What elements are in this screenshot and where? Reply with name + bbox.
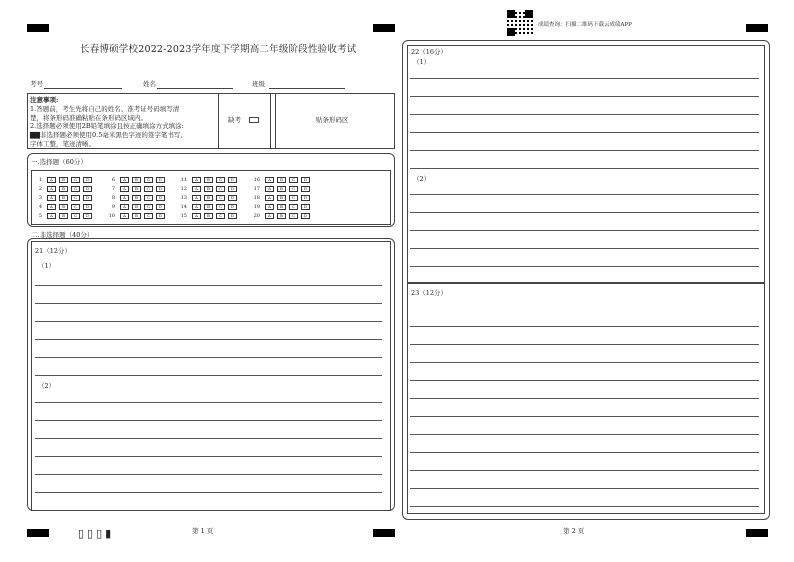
answer-bubble[interactable]: B — [204, 177, 213, 183]
answer-line[interactable] — [35, 492, 382, 493]
answer-bubble[interactable]: A — [265, 204, 274, 210]
answer-line[interactable] — [410, 506, 759, 507]
answer-bubble[interactable]: B — [132, 195, 141, 201]
corner-mark — [27, 529, 49, 537]
section-1-title: 一.选择题（60分） — [31, 158, 87, 166]
choice-question-row — [177, 176, 240, 184]
answer-bubble[interactable]: D — [228, 186, 237, 192]
answer-bubble[interactable]: A — [47, 186, 56, 192]
choice-question-row — [250, 203, 313, 211]
answer-bubble[interactable]: B — [59, 195, 68, 201]
answer-bubble[interactable]: C — [289, 195, 298, 201]
q22-part2-label: （2） — [413, 175, 431, 183]
question-number: 6 — [111, 177, 115, 183]
answer-bubble[interactable]: D — [83, 213, 92, 219]
answer-bubble[interactable]: B — [204, 195, 213, 201]
choice-question-row — [177, 194, 240, 202]
choice-question-row — [105, 185, 168, 193]
answer-bubble[interactable]: D — [156, 213, 165, 219]
answer-line[interactable] — [410, 248, 759, 249]
question-number: 19 — [253, 204, 260, 210]
question-number: 10 — [108, 213, 115, 219]
choice-question-row — [32, 194, 95, 202]
answer-line[interactable] — [410, 326, 759, 327]
boxed-glyphs: ▯▯▯▮ — [78, 527, 115, 540]
choice-question-row — [32, 176, 95, 184]
answer-bubble[interactable]: A — [47, 195, 56, 201]
answer-bubble[interactable]: D — [228, 204, 237, 210]
barcode-label: 贴条形码区 — [316, 116, 349, 124]
absent-box — [218, 93, 271, 149]
corner-mark — [373, 24, 395, 32]
answer-bubble[interactable]: C — [289, 204, 298, 210]
q21-part2-label: （2） — [38, 382, 56, 390]
answer-bubble[interactable]: A — [192, 195, 201, 201]
answer-bubble[interactable]: D — [83, 177, 92, 183]
answer-bubble[interactable]: C — [289, 213, 298, 219]
answer-line[interactable] — [410, 416, 759, 417]
question-number: 15 — [180, 213, 187, 219]
answer-line[interactable] — [35, 357, 382, 358]
choice-question-row — [105, 212, 168, 220]
name-field[interactable] — [157, 88, 233, 89]
answer-bubble[interactable]: C — [71, 204, 80, 210]
choice-question-row — [105, 176, 168, 184]
choice-question-row — [105, 203, 168, 211]
answer-bubble[interactable]: A — [47, 177, 56, 183]
answer-line[interactable] — [410, 114, 759, 115]
absent-checkbox[interactable] — [249, 117, 259, 123]
answer-bubble[interactable]: C — [289, 177, 298, 183]
notice-line: 楚，将条形码准确粘贴在条形码区域内。 — [30, 113, 147, 122]
answer-bubble[interactable]: B — [277, 204, 286, 210]
answer-bubble[interactable]: A — [120, 213, 129, 219]
answer-bubble[interactable]: C — [71, 177, 80, 183]
exam-no-field[interactable] — [44, 88, 122, 89]
answer-bubble[interactable]: A — [265, 177, 274, 183]
answer-bubble[interactable]: B — [59, 177, 68, 183]
answer-bubble[interactable]: C — [144, 213, 153, 219]
answer-bubble[interactable]: B — [59, 186, 68, 192]
qr-code-icon — [507, 10, 533, 36]
question-number: 5 — [38, 213, 42, 219]
q21-part1-label: （1） — [38, 262, 56, 270]
q23-label: 23（12分） — [411, 289, 448, 297]
notice-title: 注意事项: — [30, 96, 59, 104]
class-field[interactable] — [269, 88, 345, 89]
exam-no-label: 考号 — [30, 80, 43, 88]
answer-line[interactable] — [410, 132, 759, 133]
page-1-number: 第 1 页 — [192, 527, 214, 535]
answer-bubble[interactable]: C — [71, 195, 80, 201]
answer-bubble[interactable]: B — [132, 204, 141, 210]
answer-bubble[interactable]: A — [192, 213, 201, 219]
answer-bubble[interactable]: B — [59, 204, 68, 210]
answer-line[interactable] — [35, 456, 382, 457]
answer-bubble[interactable]: C — [71, 213, 80, 219]
answer-bubble[interactable]: B — [204, 186, 213, 192]
answer-line[interactable] — [410, 168, 759, 169]
answer-line[interactable] — [35, 303, 382, 304]
answer-bubble[interactable]: C — [289, 186, 298, 192]
question-number: 8 — [111, 195, 115, 201]
answer-line[interactable] — [410, 488, 759, 489]
q21-label: 21（12分） — [35, 247, 72, 255]
answer-bubble[interactable]: D — [83, 195, 92, 201]
answer-bubble[interactable]: B — [204, 204, 213, 210]
question-number: 16 — [253, 177, 260, 183]
answer-line[interactable] — [410, 212, 759, 213]
question-number: 1 — [38, 177, 42, 183]
score-query-text: 成绩查询：扫描二维码下载云成绩APP — [538, 22, 632, 28]
notice-text — [30, 96, 215, 149]
answer-bubble[interactable]: A — [120, 195, 129, 201]
answer-bubble[interactable]: A — [265, 213, 274, 219]
answer-line[interactable] — [410, 96, 759, 97]
page-2-number: 第 2 页 — [563, 527, 585, 535]
answer-bubble[interactable]: D — [83, 186, 92, 192]
answer-bubble[interactable]: C — [216, 177, 225, 183]
question-number: 14 — [180, 204, 187, 210]
answer-line[interactable] — [35, 420, 382, 421]
answer-bubble[interactable]: B — [277, 195, 286, 201]
answer-line[interactable] — [410, 344, 759, 345]
answer-line[interactable] — [410, 452, 759, 453]
answer-line[interactable] — [35, 285, 382, 286]
answer-bubble[interactable]: D — [301, 195, 310, 201]
choice-question-row — [250, 212, 313, 220]
answer-bubble[interactable]: A — [47, 213, 56, 219]
question-number: 4 — [38, 204, 42, 210]
answer-line[interactable] — [410, 362, 759, 363]
answer-line[interactable] — [410, 434, 759, 435]
answer-bubble[interactable]: A — [265, 195, 274, 201]
answer-bubble[interactable]: A — [192, 186, 201, 192]
q22-part1-label: （1） — [413, 58, 431, 66]
choice-question-row — [177, 212, 240, 220]
answer-bubble[interactable]: A — [120, 186, 129, 192]
answer-line[interactable] — [35, 438, 382, 439]
answer-line[interactable] — [410, 398, 759, 399]
q22-label: 22（16分） — [411, 48, 448, 56]
choice-question-row — [32, 203, 95, 211]
answer-bubble[interactable]: C — [216, 204, 225, 210]
notice-line: ▇▇非选择题必须使用0.5毫米黑色字迹的签字笔书写, — [30, 131, 183, 140]
corner-mark — [746, 24, 768, 32]
answer-bubble[interactable]: D — [156, 204, 165, 210]
answer-bubble[interactable]: A — [265, 186, 274, 192]
answer-bubble[interactable]: B — [132, 213, 141, 219]
choice-question-row — [250, 194, 313, 202]
section-2-title: 二.非选择题（40分） — [31, 231, 94, 239]
answer-bubble[interactable]: D — [228, 213, 237, 219]
answer-line[interactable] — [410, 380, 759, 381]
answer-line[interactable] — [410, 266, 759, 267]
question-number: 9 — [111, 204, 115, 210]
question-number: 7 — [111, 186, 115, 192]
question-number: 13 — [180, 195, 187, 201]
corner-mark — [27, 24, 49, 32]
answer-bubble[interactable]: D — [228, 195, 237, 201]
notice-line: 2.选择题必须使用2B铅笔填涂且按正确填涂方式填涂: — [30, 122, 184, 131]
q21-answer-box — [31, 241, 391, 511]
answer-bubble[interactable]: C — [144, 204, 153, 210]
choice-question-row — [177, 203, 240, 211]
answer-bubble[interactable]: B — [132, 186, 141, 192]
notice-line: 字体工整，笔迹清晰。 — [30, 139, 95, 148]
answer-bubble[interactable]: B — [132, 177, 141, 183]
question-number: 18 — [253, 195, 260, 201]
question-number: 2 — [38, 186, 42, 192]
exam-title: 长春博硕学校2022-2023学年度下学期高二年级阶段性验收考试 — [80, 44, 357, 55]
answer-line[interactable] — [410, 78, 759, 79]
choice-question-row — [105, 194, 168, 202]
answer-bubble[interactable]: D — [228, 177, 237, 183]
answer-bubble[interactable]: D — [301, 177, 310, 183]
class-label: 班级 — [252, 80, 265, 88]
answer-line[interactable] — [410, 194, 759, 195]
choice-question-row — [32, 212, 95, 220]
choice-question-row — [250, 185, 313, 193]
question-number: 11 — [180, 177, 187, 183]
answer-bubble[interactable]: C — [144, 186, 153, 192]
choice-question-row — [32, 185, 95, 193]
answer-bubble[interactable]: D — [156, 195, 165, 201]
answer-bubble[interactable]: D — [83, 204, 92, 210]
answer-bubble[interactable]: A — [120, 177, 129, 183]
answer-bubble[interactable]: B — [277, 213, 286, 219]
answer-bubble[interactable]: A — [47, 204, 56, 210]
answer-line[interactable] — [410, 150, 759, 151]
question-number: 20 — [253, 213, 260, 219]
answer-bubble[interactable]: D — [301, 186, 310, 192]
answer-bubble[interactable]: A — [192, 177, 201, 183]
answer-line[interactable] — [35, 321, 382, 322]
answer-bubble[interactable]: C — [216, 213, 225, 219]
choice-question-row — [177, 185, 240, 193]
answer-line[interactable] — [35, 339, 382, 340]
choice-question-row — [250, 176, 313, 184]
answer-line[interactable] — [35, 474, 382, 475]
question-number: 12 — [180, 186, 187, 192]
corner-mark — [746, 529, 768, 537]
answer-bubble[interactable]: C — [144, 195, 153, 201]
notice-line: 1.答题前，考生先将自己的姓名、准考证号码填写清 — [30, 104, 180, 113]
answer-bubble[interactable]: A — [120, 204, 129, 210]
answer-bubble[interactable]: C — [144, 177, 153, 183]
answer-bubble[interactable]: B — [277, 186, 286, 192]
answer-bubble[interactable]: D — [301, 204, 310, 210]
answer-bubble[interactable]: B — [204, 213, 213, 219]
answer-line[interactable] — [35, 375, 382, 376]
answer-line[interactable] — [410, 470, 759, 471]
answer-bubble[interactable]: A — [192, 204, 201, 210]
answer-bubble[interactable]: B — [59, 213, 68, 219]
question-number: 3 — [38, 195, 42, 201]
answer-bubble[interactable]: D — [301, 213, 310, 219]
question-number: 17 — [253, 186, 260, 192]
answer-line[interactable] — [410, 230, 759, 231]
name-label: 姓名 — [143, 80, 156, 88]
answer-bubble[interactable]: B — [277, 177, 286, 183]
answer-bubble[interactable]: C — [216, 186, 225, 192]
answer-line[interactable] — [35, 402, 382, 403]
answer-bubble[interactable]: C — [71, 186, 80, 192]
answer-bubble[interactable]: C — [216, 195, 225, 201]
corner-mark — [373, 529, 395, 537]
answer-bubble[interactable]: D — [156, 177, 165, 183]
answer-bubble[interactable]: D — [156, 186, 165, 192]
absent-label: 缺考 — [228, 116, 241, 124]
